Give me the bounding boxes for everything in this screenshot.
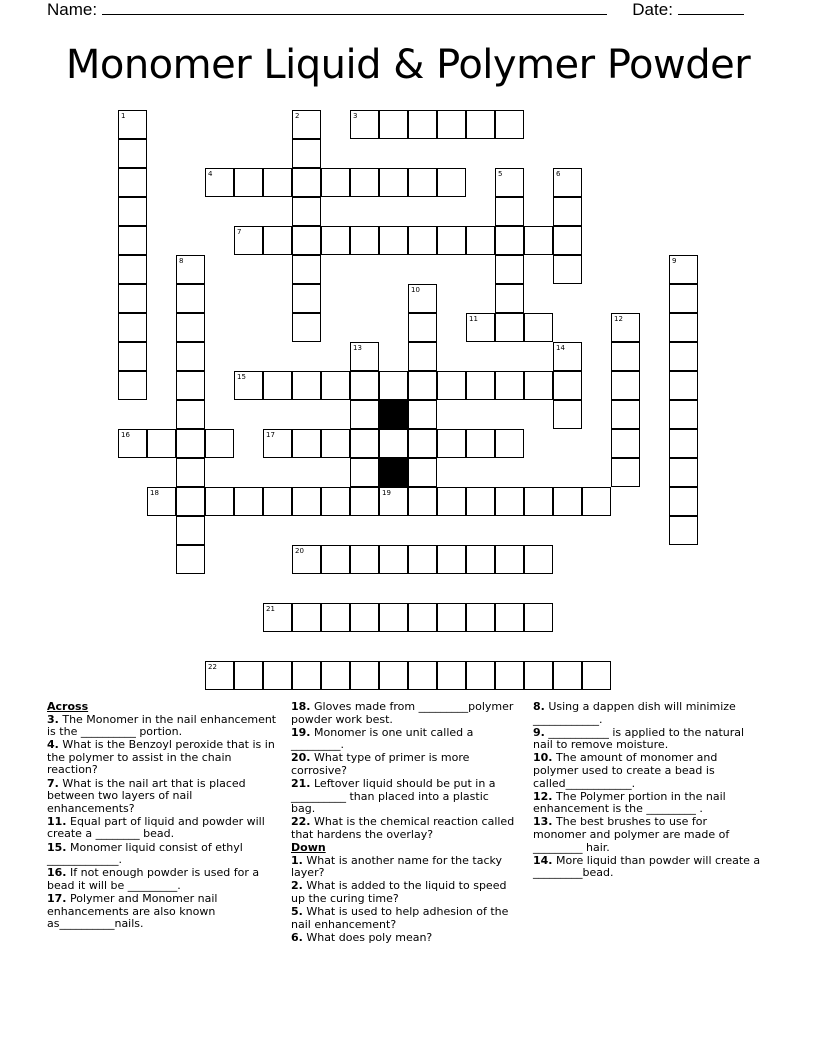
clue-number: 14 — [556, 344, 565, 352]
crossword-cell[interactable] — [582, 661, 611, 690]
clue-number: 5 — [498, 170, 503, 178]
crossword-cell[interactable] — [118, 139, 147, 168]
crossword-cell[interactable] — [669, 284, 698, 313]
clue-number: 2 — [295, 112, 300, 120]
crossword-cell[interactable] — [408, 429, 437, 458]
crossword-cell[interactable] — [350, 487, 379, 516]
down-heading: Down — [291, 841, 326, 855]
crossword-cell[interactable] — [495, 197, 524, 226]
crossword-cell[interactable] — [350, 458, 379, 487]
crossword-cell[interactable] — [234, 168, 263, 197]
clue-down-14: 14. More liquid than powder will create a _________bead. — [533, 853, 761, 880]
clue-number: 16 — [121, 431, 130, 439]
crossword-cell[interactable] — [292, 284, 321, 313]
crossword-cell[interactable] — [263, 603, 292, 632]
crossword-cell[interactable] — [495, 371, 524, 400]
crossword-cell[interactable] — [466, 487, 495, 516]
crossword-cell[interactable] — [495, 284, 524, 313]
crossword-cell[interactable] — [350, 342, 379, 371]
crossword-cell[interactable] — [379, 545, 408, 574]
crossword-cell[interactable] — [234, 226, 263, 255]
crossword-cell[interactable] — [321, 487, 350, 516]
crossword-cell[interactable] — [437, 168, 466, 197]
crossword-cell[interactable] — [408, 661, 437, 690]
crossword-cell[interactable] — [408, 400, 437, 429]
crossword-cell[interactable] — [408, 168, 437, 197]
clue-number: 15 — [237, 373, 246, 381]
crossword-cell[interactable] — [495, 487, 524, 516]
crossword-cell[interactable] — [437, 371, 466, 400]
crossword-cell[interactable] — [437, 110, 466, 139]
clue-down-6: 6. What does poly mean? — [291, 930, 433, 944]
crossword-cell[interactable] — [176, 400, 205, 429]
crossword-cell[interactable] — [495, 226, 524, 255]
crossword-cell[interactable] — [292, 603, 321, 632]
crossword-cell[interactable] — [292, 313, 321, 342]
crossword-cell[interactable] — [669, 516, 698, 545]
crossword-cell[interactable] — [669, 400, 698, 429]
crossword-cell[interactable] — [263, 226, 292, 255]
crossword-cell[interactable] — [524, 545, 553, 574]
clues-column-3 — [533, 701, 763, 880]
crossword-cell[interactable] — [147, 429, 176, 458]
crossword-cell[interactable] — [495, 429, 524, 458]
across-heading: Across — [47, 700, 89, 713]
crossword-cell[interactable] — [118, 226, 147, 255]
clue-down-2: 2. What is added to the liquid to speed up the curing time? — [291, 879, 507, 905]
crossword-cell[interactable] — [553, 197, 582, 226]
date-label: Date: — [632, 0, 673, 19]
crossword-cell[interactable] — [495, 255, 524, 284]
clue-across-22: 22. What is the chemical reaction called that hardens the overlay? — [291, 815, 515, 841]
crossword-cell[interactable] — [669, 255, 698, 284]
clue-across-19: 19. Monomer is one unit called a _________. — [291, 725, 474, 752]
crossword-cell[interactable] — [118, 110, 147, 139]
crossword-cell[interactable] — [466, 429, 495, 458]
crossword-cell[interactable] — [205, 487, 234, 516]
crossword-cell[interactable] — [466, 603, 495, 632]
crossword-cell[interactable] — [524, 371, 553, 400]
clue-number: 9 — [672, 257, 677, 265]
crossword-cell[interactable] — [118, 371, 147, 400]
crossword-cell[interactable] — [582, 487, 611, 516]
clue-down-10: 10. The amount of monomer and polymer used to create a bead is called____________. — [533, 751, 718, 790]
crossword-cell[interactable] — [118, 255, 147, 284]
crossword-cell[interactable] — [524, 487, 553, 516]
crossword-cell[interactable] — [263, 168, 292, 197]
crossword-cell[interactable] — [379, 371, 408, 400]
crossword-cell[interactable] — [408, 313, 437, 342]
crossword-cell[interactable] — [611, 313, 640, 342]
crossword-cell[interactable] — [350, 400, 379, 429]
crossword-cell[interactable] — [147, 487, 176, 516]
crossword-cell[interactable] — [669, 487, 698, 516]
clue-down-13: 13. The best brushes to use for monomer and polymer are made of _________ hair. — [533, 815, 730, 854]
crossword-cell[interactable] — [495, 110, 524, 139]
crossword-cell[interactable] — [176, 284, 205, 313]
crossword-cell[interactable] — [321, 603, 350, 632]
crossword-cell[interactable] — [408, 603, 437, 632]
crossword-cell[interactable] — [466, 545, 495, 574]
crossword-cell[interactable] — [176, 313, 205, 342]
crossword-cell[interactable] — [466, 313, 495, 342]
crossword-cell[interactable] — [321, 545, 350, 574]
crossword-cell[interactable] — [495, 603, 524, 632]
crossword-cell[interactable] — [611, 371, 640, 400]
crossword-cell[interactable] — [263, 487, 292, 516]
crossword-cell[interactable] — [292, 197, 321, 226]
crossword-cell[interactable] — [350, 168, 379, 197]
crossword-cell[interactable] — [176, 371, 205, 400]
crossword-cell[interactable] — [176, 458, 205, 487]
clue-across-16: 16. If not enough powder is used for a bead it will be _________. — [47, 866, 260, 892]
clue-number: 20 — [295, 547, 304, 555]
crossword-cell[interactable] — [611, 400, 640, 429]
crossword-cell[interactable] — [495, 313, 524, 342]
crossword-cell[interactable] — [176, 545, 205, 574]
crossword-cell[interactable] — [669, 429, 698, 458]
crossword-cell[interactable] — [379, 661, 408, 690]
crossword-cell[interactable] — [611, 458, 640, 487]
crossword-cell[interactable] — [408, 284, 437, 313]
clue-across-15: 15. Monomer liquid consist of ethyl _____________. — [47, 840, 243, 867]
crossword-cell[interactable] — [379, 226, 408, 255]
crossword-cell[interactable] — [118, 197, 147, 226]
crossword-cell[interactable] — [669, 371, 698, 400]
crossword-cell[interactable] — [379, 110, 408, 139]
crossword-cell[interactable] — [553, 342, 582, 371]
crossword-cell[interactable] — [350, 371, 379, 400]
crossword-cell[interactable] — [205, 429, 234, 458]
black-square — [379, 458, 408, 487]
crossword-cell[interactable] — [350, 661, 379, 690]
crossword-cell[interactable] — [437, 487, 466, 516]
crossword-cell[interactable] — [553, 661, 582, 690]
crossword-cell[interactable] — [292, 429, 321, 458]
clue-number: 13 — [353, 344, 362, 352]
crossword-cell[interactable] — [408, 226, 437, 255]
crossword-cell[interactable] — [553, 371, 582, 400]
crossword-cell[interactable] — [437, 429, 466, 458]
crossword-cell[interactable] — [669, 458, 698, 487]
crossword-cell[interactable] — [292, 168, 321, 197]
crossword-cell[interactable] — [292, 139, 321, 168]
crossword-cell[interactable] — [350, 603, 379, 632]
crossword-cell[interactable] — [118, 168, 147, 197]
crossword-cell[interactable] — [495, 661, 524, 690]
clue-number: 6 — [556, 170, 561, 178]
clue-number: 8 — [179, 257, 184, 265]
clues-column-1 — [47, 701, 277, 931]
crossword-cell[interactable] — [321, 661, 350, 690]
clue-number: 11 — [469, 315, 478, 323]
crossword-cell[interactable] — [350, 110, 379, 139]
crossword-cell[interactable] — [408, 487, 437, 516]
crossword-cell[interactable] — [553, 226, 582, 255]
crossword-cell[interactable] — [408, 458, 437, 487]
crossword-cell[interactable] — [466, 226, 495, 255]
crossword-cell[interactable] — [408, 342, 437, 371]
clue-number: 3 — [353, 112, 358, 120]
clue-down-8: 8. Using a dappen dish will minimize ____________. — [533, 700, 736, 726]
black-square — [379, 400, 408, 429]
crossword-cell[interactable] — [437, 226, 466, 255]
clue-across-7: 7. What is the nail art that is placed between two layers of nail enhancements? — [47, 776, 246, 815]
crossword-cell[interactable] — [553, 255, 582, 284]
crossword-cell[interactable] — [234, 371, 263, 400]
crossword-cell[interactable] — [292, 110, 321, 139]
crossword-cell[interactable] — [176, 255, 205, 284]
clue-number: 17 — [266, 431, 275, 439]
clue-across-4: 4. What is the Benzoyl peroxide that is in the polymer to assist in the chain reaction? — [47, 738, 275, 777]
crossword-cell[interactable] — [176, 342, 205, 371]
crossword-cell[interactable] — [553, 168, 582, 197]
clue-across-17: 17. Polymer and Monomer nail enhancements are also known as__________nails. — [47, 891, 218, 931]
crossword-cell[interactable] — [321, 168, 350, 197]
crossword-cell[interactable] — [669, 313, 698, 342]
clue-down-1: 1. What is another name for the tacky layer? — [291, 853, 502, 880]
crossword-cell[interactable] — [611, 342, 640, 371]
clue-across-11: 11. Equal part of liquid and powder will create a ________ bead. — [47, 814, 265, 841]
clue-down-5: 5. What is used to help adhesion of the nail enhancement? — [291, 905, 509, 931]
crossword-cell[interactable] — [379, 487, 408, 516]
date-field[interactable] — [678, 0, 744, 15]
crossword-cell[interactable] — [176, 516, 205, 545]
crossword-cell[interactable] — [437, 603, 466, 632]
crossword-cell[interactable] — [408, 371, 437, 400]
crossword-cell[interactable] — [350, 226, 379, 255]
crossword-cell[interactable] — [118, 313, 147, 342]
clue-number: 7 — [237, 228, 242, 236]
crossword-cell[interactable] — [321, 429, 350, 458]
crossword-cell[interactable] — [292, 255, 321, 284]
clue-number: 19 — [382, 489, 391, 497]
crossword-cell[interactable] — [495, 168, 524, 197]
crossword-cell[interactable] — [466, 371, 495, 400]
crossword-cell[interactable] — [205, 661, 234, 690]
crossword-cell[interactable] — [118, 284, 147, 313]
clue-across-18: 18. Gloves made from _________polymer powder work best. — [291, 700, 514, 726]
crossword-cell[interactable] — [234, 661, 263, 690]
page-title: Monomer Liquid & Polymer Powder — [65, 42, 751, 88]
clue-number: 1 — [121, 112, 126, 120]
crossword-cell[interactable] — [408, 545, 437, 574]
crossword-cell[interactable] — [524, 603, 553, 632]
crossword-cell[interactable] — [350, 545, 379, 574]
clue-across-20: 20. What type of primer is more corrosive? — [291, 751, 470, 777]
crossword-cell[interactable] — [118, 429, 147, 458]
crossword-cell[interactable] — [263, 661, 292, 690]
name-label: Name: — [47, 0, 98, 19]
crossword-cell[interactable] — [176, 487, 205, 516]
crossword-cell[interactable] — [437, 661, 466, 690]
crossword-cell[interactable] — [263, 371, 292, 400]
crossword-cell[interactable] — [466, 110, 495, 139]
crossword-cell[interactable] — [553, 487, 582, 516]
crossword-cell[interactable] — [437, 545, 466, 574]
crossword-cell[interactable] — [292, 487, 321, 516]
crossword-cell[interactable] — [205, 168, 234, 197]
crossword-cell[interactable] — [321, 371, 350, 400]
crossword-cell[interactable] — [176, 429, 205, 458]
crossword-cell[interactable] — [524, 226, 553, 255]
header — [47, 0, 744, 20]
crossword-cell[interactable] — [379, 168, 408, 197]
crossword-cell[interactable] — [292, 371, 321, 400]
crossword-cell[interactable] — [321, 226, 350, 255]
crossword-cell[interactable] — [350, 429, 379, 458]
crossword-cell[interactable] — [118, 342, 147, 371]
crossword-cell[interactable] — [379, 429, 408, 458]
clues-column-2 — [291, 701, 516, 945]
crossword-cell[interactable] — [553, 400, 582, 429]
crossword-cell[interactable] — [263, 429, 292, 458]
crossword-cell[interactable] — [292, 226, 321, 255]
clue-across-3: 3. The Monomer in the nail enhancement is the __________ portion. — [47, 712, 277, 739]
crossword-cell[interactable] — [292, 545, 321, 574]
crossword-cell[interactable] — [524, 313, 553, 342]
clue-down-12: 12. The Polymer portion in the nail enhancement is the _________ . — [533, 789, 726, 816]
crossword-cell[interactable] — [611, 429, 640, 458]
clue-across-21: 21. Leftover liquid should be put in a __________ than placed into a plastic bag. — [291, 777, 496, 816]
clue-number: 4 — [208, 170, 213, 178]
crossword-cell[interactable] — [524, 661, 553, 690]
crossword-cell[interactable] — [379, 603, 408, 632]
clue-down-9: 9. ___________ is applied to the natural nail to remove moisture. — [533, 725, 745, 752]
clue-number: 22 — [208, 663, 217, 671]
crossword-cell[interactable] — [234, 487, 263, 516]
crossword-cell[interactable] — [408, 110, 437, 139]
crossword-cell[interactable] — [495, 545, 524, 574]
clue-number: 12 — [614, 315, 623, 323]
clue-number: 10 — [411, 286, 420, 294]
crossword-cell[interactable] — [292, 661, 321, 690]
clue-number: 21 — [266, 605, 275, 613]
name-field[interactable] — [102, 0, 607, 15]
crossword-cell[interactable] — [669, 342, 698, 371]
clue-number: 18 — [150, 489, 159, 497]
crossword-cell[interactable] — [466, 661, 495, 690]
